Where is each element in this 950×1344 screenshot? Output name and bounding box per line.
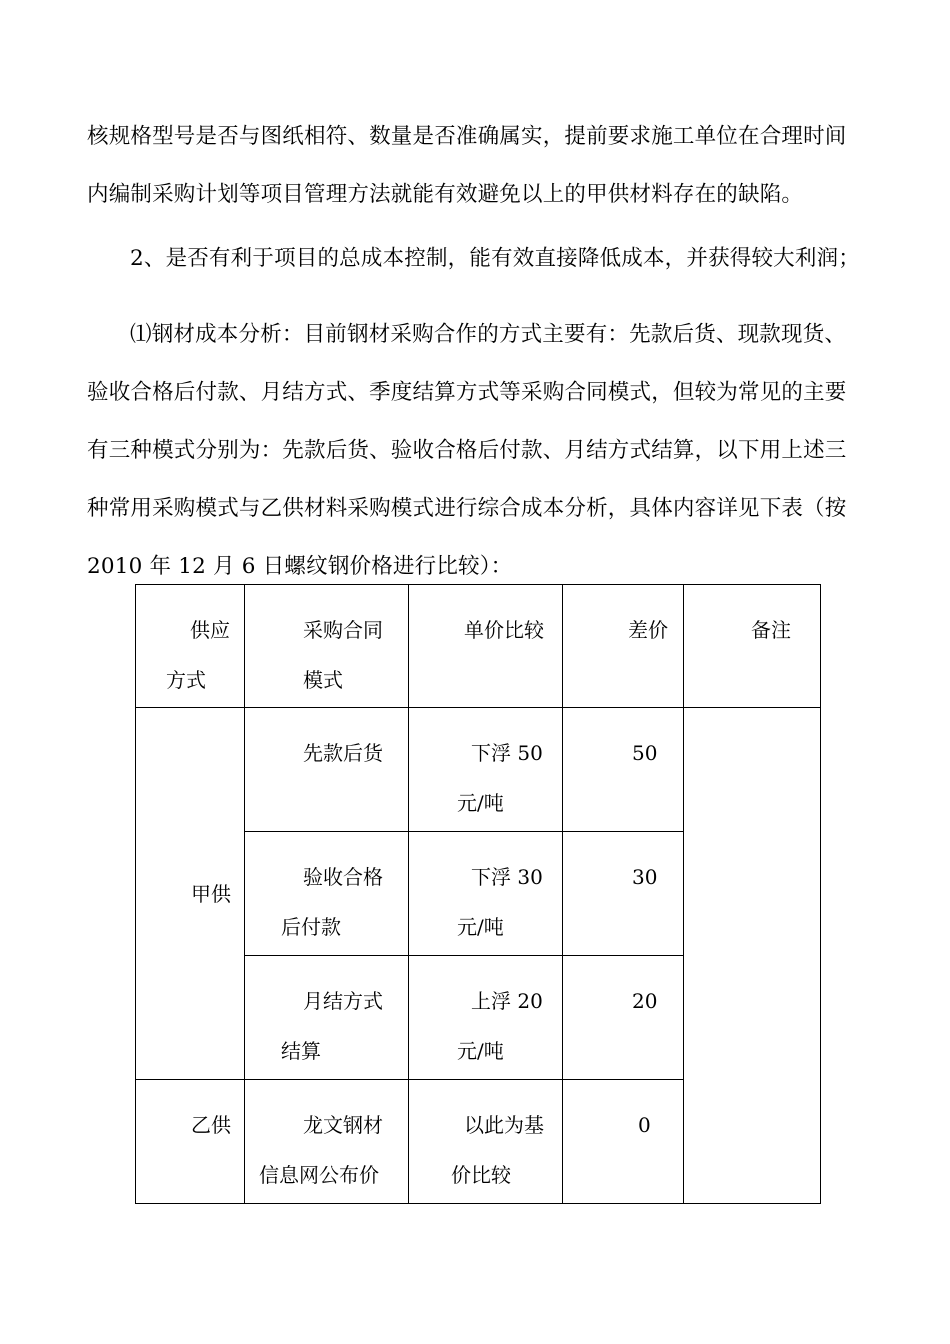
group-cell-jia (136, 708, 245, 1080)
header-note (684, 585, 821, 708)
cell-text: 下浮 50 (471, 741, 543, 765)
header-supply-method (136, 585, 245, 708)
cell-text: 龙文钢材 (303, 1113, 383, 1137)
cell-text: 后付款 (281, 915, 341, 939)
cell-mode (245, 832, 409, 956)
cell-diff (563, 956, 684, 1080)
cell-text: 0 (638, 1113, 651, 1137)
header-unit-price (409, 585, 563, 708)
text-line: 验收合格后付款、月结方式、季度结算方式等采购合同模式，但较为常见的主要 (87, 380, 847, 405)
text-line: 2010 年 12 月 6 日螺纹钢价格进行比较）： (87, 554, 513, 579)
table-row (136, 708, 821, 832)
paragraph-requirements (87, 108, 877, 224)
header-price-diff (563, 585, 684, 708)
cell-text: 50 (632, 741, 658, 765)
cell-text: 20 (632, 989, 658, 1013)
cell-diff (563, 832, 684, 956)
cell-mode (245, 956, 409, 1080)
cell-text: 上浮 20 (471, 989, 543, 1013)
header-text: 采购合同 (303, 618, 383, 642)
header-text: 模式 (303, 668, 343, 692)
header-text: 供应 (190, 618, 230, 642)
text-line: 有三种模式分别为：先款后货、验收合格后付款、月结方式结算，以下用上述三 (87, 438, 847, 463)
cell-text: 结算 (281, 1039, 321, 1063)
cell-text: 下浮 30 (471, 865, 543, 889)
cell-text: 先款后货 (303, 741, 383, 765)
text-line: 种常用采购模式与乙供材料采购模式进行综合成本分析，具体内容详见下表（按 (87, 496, 847, 521)
header-contract-mode (245, 585, 409, 708)
cell-text: 30 (632, 865, 658, 889)
paragraph-cost-control-heading (87, 230, 877, 288)
header-text: 备注 (751, 618, 791, 642)
cell-text: 验收合格 (303, 865, 383, 889)
steel-price-comparison-table (135, 584, 821, 1204)
cell-price (409, 956, 563, 1080)
cell-text: 以此为基 (464, 1113, 544, 1137)
text-line: ⑴钢材成本分析：目前钢材采购合作的方式主要有：先款后货、现款现货、 (130, 322, 847, 347)
cell-text: 月结方式 (303, 989, 383, 1013)
cell-diff (563, 708, 684, 832)
cell-text: 元/吨 (457, 1039, 504, 1063)
cell-diff (563, 1080, 684, 1204)
text-line: 2、是否有利于项目的总成本控制，能有效直接降低成本，并获得较大利润； (130, 246, 860, 271)
paragraph-steel-cost-analysis (87, 306, 877, 596)
note-cell (684, 708, 821, 1204)
header-text: 单价比较 (464, 618, 544, 642)
cell-mode (245, 708, 409, 832)
cell-text: 价比较 (451, 1163, 511, 1187)
cell-price (409, 708, 563, 832)
header-text: 差价 (628, 618, 668, 642)
group-cell-yi (136, 1080, 245, 1204)
text-line: 核规格型号是否与图纸相符、数量是否准确属实，提前要求施工单位在合理时间 (87, 124, 847, 149)
cell-price (409, 1080, 563, 1204)
cell-price (409, 832, 563, 956)
group-label: 甲供 (191, 881, 231, 906)
cell-mode (245, 1080, 409, 1204)
header-text: 方式 (166, 668, 206, 692)
cell-text: 信息网公布价 (259, 1163, 379, 1187)
table-header-row (136, 585, 821, 708)
group-label: 乙供 (191, 1113, 231, 1137)
cell-text: 元/吨 (457, 791, 504, 815)
text-line: 内编制采购计划等项目管理方法就能有效避免以上的甲供材料存在的缺陷。 (87, 182, 804, 207)
cell-text: 元/吨 (457, 915, 504, 939)
